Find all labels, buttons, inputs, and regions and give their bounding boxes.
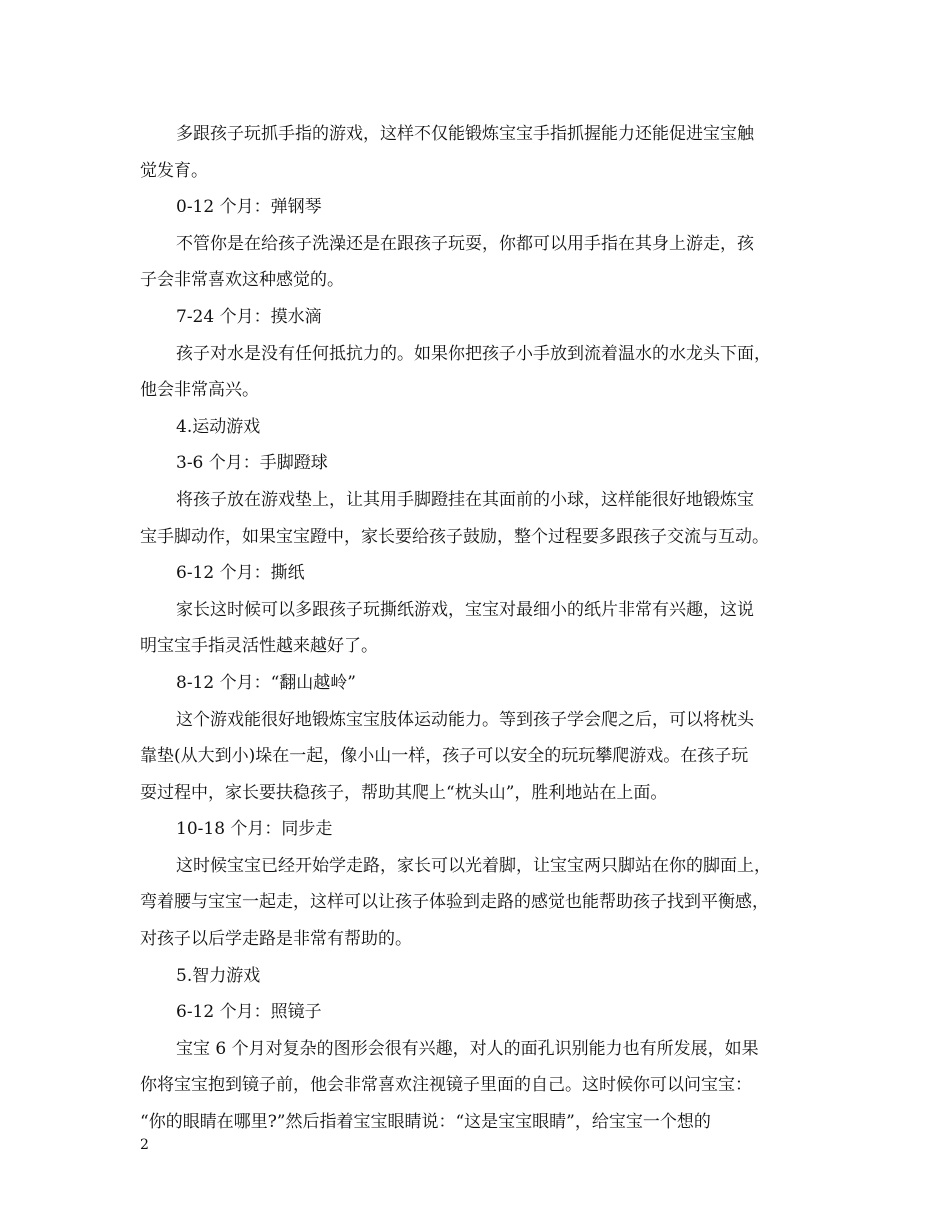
- section-heading: 4.运动游戏: [176, 416, 261, 437]
- paragraph-line: “你的眼睛在哪里?”然后指着宝宝眼睛说：“这是宝宝眼睛”，给宝宝一个想的: [140, 1112, 711, 1133]
- paragraph-line: 家长这时候可以多跟孩子玩撕纸游戏，宝宝对最细小的纸片非常有兴趣，这说: [176, 599, 754, 620]
- paragraph-line: 多跟孩子玩抓手指的游戏，这样不仅能锻炼宝宝手指抓握能力还能促进宝宝触: [176, 124, 754, 144]
- page-number: 2: [140, 1137, 149, 1153]
- section-subheading: 6-12 个月：撕纸: [176, 563, 305, 584]
- document-body: [140, 118, 820, 1143]
- paragraph-line: 耍过程中，家长要扶稳孩子，帮助其爬上“枕头山”，胜利地站在上面。: [140, 782, 668, 803]
- paragraph-line: 靠垫(从大到小)垛在一起，像小山一样，孩子可以安全的玩玩攀爬游戏。在孩子玩: [140, 746, 749, 767]
- paragraph-line: 他会非常高兴。: [140, 380, 259, 401]
- paragraph-line: 这个游戏能很好地锻炼宝宝肢体运动能力。等到孩子学会爬之后，可以将枕头: [176, 709, 754, 730]
- section-subheading: 8-12 个月：“翻山越岭”: [176, 672, 356, 693]
- paragraph-line: 子会非常喜欢这种感觉的。: [140, 270, 344, 291]
- paragraph-line: 觉发育。: [140, 160, 208, 181]
- paragraph-line: 对孩子以后学走路是非常有帮助的。: [140, 929, 412, 950]
- paragraph-line: 明宝宝手指灵活性越来越好了。: [140, 636, 378, 657]
- paragraph-line: 宝手脚动作，如果宝宝蹬中，家长要给孩子鼓励，整个过程要多跟孩子交流与互动。: [140, 526, 769, 547]
- paragraph-line: 你将宝宝抱到镜子前，他会非常喜欢注视镜子里面的自己。这时候你可以问宝宝：: [140, 1075, 752, 1096]
- paragraph-line: 孩子对水是没有任何抵抗力的。如果你把孩子小手放到流着温水的水龙头下面，: [176, 343, 771, 364]
- section-subheading: 6-12 个月：照镜子: [176, 1002, 322, 1023]
- section-heading: 5.智力游戏: [176, 965, 261, 986]
- section-subheading: 0-12 个月：弹钢琴: [176, 197, 322, 218]
- section-subheading: 10-18 个月：同步走: [176, 819, 333, 840]
- paragraph-line: 不管你是在给孩子洗澡还是在跟孩子玩耍，你都可以用手指在其身上游走，孩: [176, 233, 754, 254]
- paragraph-line: 弯着腰与宝宝一起走，这样可以让孩子体验到走路的感觉也能帮助孩子找到平衡感，: [140, 892, 769, 913]
- section-subheading: 3-6 个月：手脚蹬球: [176, 453, 328, 474]
- paragraph-line: 宝宝 6 个月对复杂的图形会很有兴趣，对人的面孔识别能力也有所发展，如果: [176, 1038, 759, 1059]
- section-subheading: 7-24 个月：摸水滴: [176, 306, 322, 327]
- paragraph-line: 这时候宝宝已经开始学走路，家长可以光着脚，让宝宝两只脚站在你的脚面上，: [176, 855, 771, 876]
- paragraph-line: 将孩子放在游戏垫上，让其用手脚蹬挂在其面前的小球，这样能很好地锻炼宝: [176, 489, 754, 510]
